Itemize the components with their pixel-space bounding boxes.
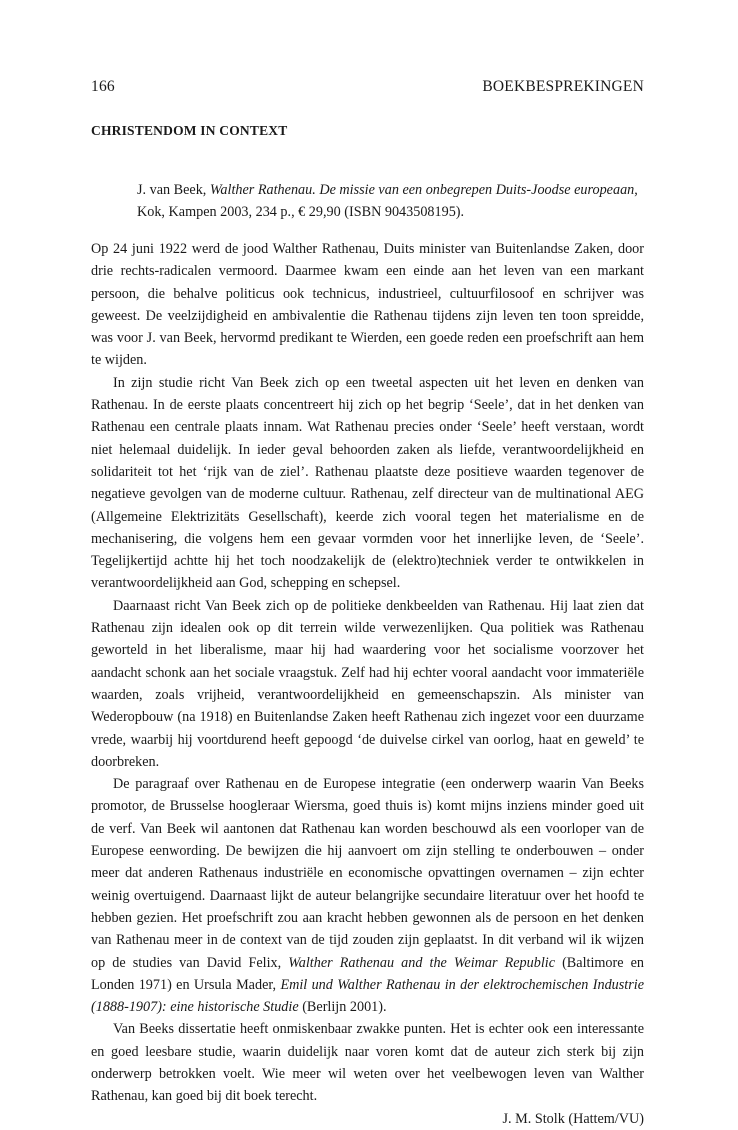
page-header bbox=[91, 78, 644, 96]
book-citation bbox=[137, 179, 644, 223]
page-number: 166 bbox=[91, 78, 115, 95]
cited-title-mader: Emil und Walther Rathenau in der elektrochemischen Industrie (1888-1907): eine historische Studie bbox=[91, 976, 644, 1016]
paragraph-1: Op 24 juni 1922 werd de jood Walther Rathenau, Duits minister van Buitenlandse Zaken, door drie rechts-radicalen vermoord. Daarmee kwam een einde aan het leven van een markant persoon, die behalve politicus ook technicus, industrieel, cultuurfilosoof en schrijver was geweest. De veelzijdigheid en ambivalentie die Rathenau tijdens zijn leven ten toon spreidde, was voor J. van Beek, hervormd predikant te Wierden, een goede reden een proefschrift aan hem te wijden. bbox=[91, 241, 644, 369]
running-title: BOEKBESPREKINGEN bbox=[482, 78, 644, 95]
citation-text bbox=[137, 179, 644, 223]
cited-title-felix: Walther Rathenau and the Weimar Republic bbox=[288, 954, 556, 971]
paragraph-2: In zijn studie richt Van Beek zich op een tweetal aspecten uit het leven en denken van Rathenau. In de eerste plaats concentreert hij zich op het begrip ‘Seele’, dat in het denken van Rathenau een centrale plaats innam. Wat Rathenau precies onder ‘Seele’ heeft verstaan, wordt niet helemaal duidelijk. In ieder geval behoorden zaken als liefde, verantwoordelijkheid en solidariteit tot het ‘rijk van de ziel’. Rathenau plaatste deze positieve waarden tegenover de negatieve gevolgen van de moderne cultuur. Rathenau, zelf directeur van de multinational AEG (Allgemeine Elektrizitäts Gesellschaft), keerde zich vooral tegen het materialisme en de mechanisering, die volgens hem een gevaar vormden voor het innerlijke leven, de ‘Seele’. Tegelijkertijd achtte hij het toch noodzakelijk de (elektro)techniek verder te ontwikkelen in verantwoordelijkheid aan God, schepping en schepsel. bbox=[91, 374, 644, 592]
paragraph-5: Van Beeks dissertatie heeft onmiskenbaar zwakke punten. Het is echter ook een interessante en goed leesbare studie, waarin duidelijk naar voren komt dat de auteur zich sterk bij zijn onderwerp betrokken voelt. Wie meer wil weten over het veelbewogen leven van Walther Rathenau, kan goed bij dit boek terecht. bbox=[91, 1021, 644, 1105]
paragraph-4-part-b: (Baltimore en Londen 1971) en Ursula Mader, bbox=[91, 954, 644, 993]
citation-author: J. van Beek, bbox=[137, 182, 210, 198]
reviewer-signature: J. M. Stolk (Hattem/VU) bbox=[502, 1110, 644, 1127]
citation-details: , Kok, Kampen 2003, 234 p., € 29,90 (ISBN 9043508195). bbox=[137, 182, 638, 220]
section-title: CHRISTENDOM IN CONTEXT bbox=[91, 123, 288, 138]
citation-book-title: Walther Rathenau. De missie van een onbegrepen Duits-Joodse europeaan bbox=[209, 182, 635, 198]
paragraph-4-part-a: De paragraaf over Rathenau en de Europese integratie (een onderwerp waarin Van Beeks promotor, de Brusselse hoogleraar Wiersma, goed thuis is) komt mijns inziens minder goed uit de verf. Van Beek wil aantonen dat Rathenau kan worden beschouwd als een voorloper van de Europese eenwording. De bewijzen die hij aanvoert om zijn stelling te onderbouwen – onder meer dat anderen Rathenaus industriële en economische opvattingen overnamen – zijn echter weinig overtuigend. Daarnaast lijkt de auteur belangrijke secundaire literatuur over het hoofd te hebben gezien. Het proefschrift zou aan kracht hebben gewonnen als de persoon en het denken van Rathenau meer in de context van de tijd zouden zijn geplaatst. In dit verband wil ik wijzen op de studies van David Felix, bbox=[91, 776, 644, 971]
paragraph-4 bbox=[91, 773, 644, 1018]
paragraph-4-part-c: (Berlijn 2001). bbox=[298, 999, 387, 1016]
paragraph-3: Daarnaast richt Van Beek zich op de politieke denkbeelden van Rathenau. Hij laat zien dat Rathenau zijn idealen ook op dit terrein wilde verwezenlijken. Qua politiek was Rathenau geworteld in het liberalisme, maar hij had waardering voor het socialisme voorzover het aandacht schonk aan het sociale vraagstuk. Zelf had hij echter vooral aandacht voor immateriële waarden, zoals vrijheid, verantwoordelijkheid en gemeenschapszin. Als minister van Wederopbouw (na 1918) en Buitenlandse Zaken heeft Rathenau zich ingezet voor een duurzame vrede, waarbij hij voortdurend heeft gepoogd ‘de duivelse cirkel van oorlog, haat en geweld’ te doorbreken. bbox=[91, 597, 644, 770]
review-body bbox=[91, 238, 644, 1130]
